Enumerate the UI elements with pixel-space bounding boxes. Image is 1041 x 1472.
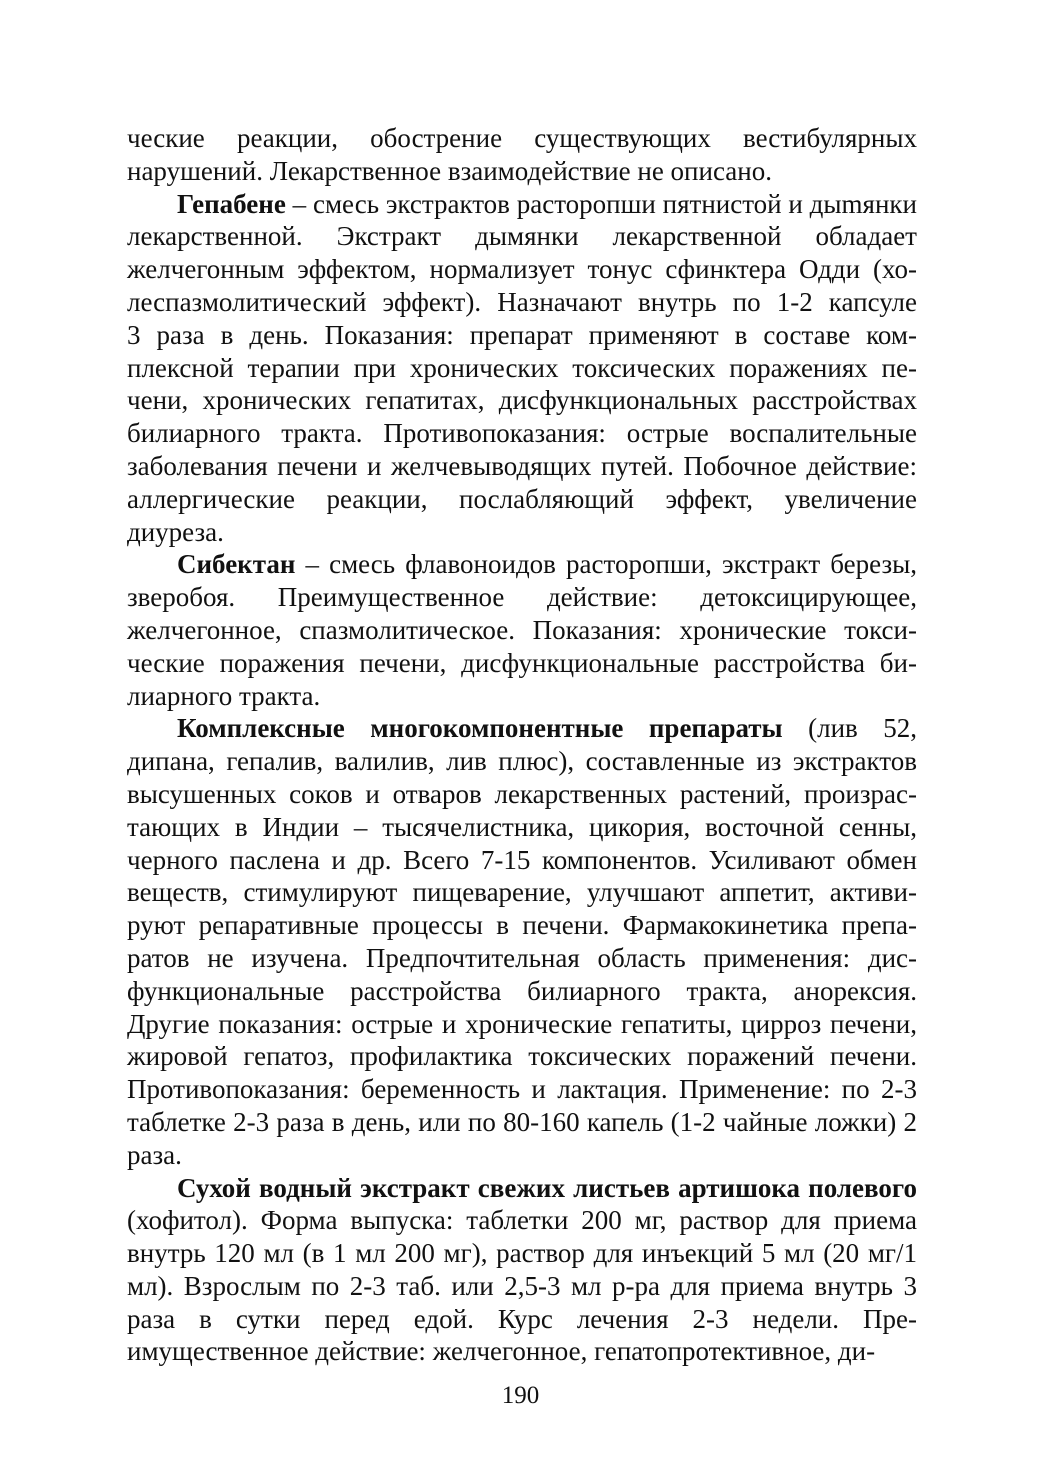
paragraph-text: (лив 52, дипана, гепалив, валилив, лив плюс), составленные из экстрактов высушенных соков и отваров лекарственных растений, произрастающих в Индии – тысячелистника, цикория, восточной сенны, черного паслена и др. Всего 7-15 компонентов. Усиливают обмен веществ, стимулируют пищеварение, улучшают аппетит, активируют репаративные процессы в печени. Фармакокинетика препаратов не изучена. Предпочтительная область применения: дисфункциональные расстройства билиарного тракта, анорексия. Другие показания: острые и хронические гепатиты, цирроз печени, жировой гепатоз, профилактика токсических поражений печени. Противопоказания: беременность и лактация. Применение: по 2-3 таблетке 2-3 раза в день, или по 80-160 капель (1-2 чайные ложки) 2 раза. (127, 713, 917, 1170)
paragraph-text: ческие реакции, обострение существующих вестибулярных нарушений. Лекарственное взаимодействие не описано. (127, 123, 917, 186)
term-heading: Сибектан (177, 549, 296, 580)
paragraph-text: – смесь экстрактов расторопши пятнистой и дыmянки лекарственной. Экстракт дымянки лекарственной обладает желчегонным эффектом, нормализует тонус сфинктера Одди (холеспазмолитический эффект). Назначают внутрь по 1-2 капсуле 3 раза в день. Показания: препарат применяют в составе комплексной терапии при хронических токсических поражениях печени, хронических гепатитах, дисфункциональных расстройствах билиарного тракта. Противопоказания: острые воспалительные заболевания печени и желчевыводящих путей. Побочное действие: аллергические реакции, послабляющий эффект, увеличение диуреза. (127, 188, 917, 547)
term-heading: Комплексные многокомпонентные препараты (177, 713, 783, 744)
page-number: 190 (501, 1382, 540, 1409)
paragraph-sibektan (127, 548, 917, 712)
paragraph-artichoke-extract (127, 1172, 917, 1369)
paragraph-complex-preparations (127, 712, 917, 1171)
page-body (127, 122, 917, 1372)
paragraph-text: (хофитол). Форма выпуска: таблетки 200 мг, раствор для приема внутрь 120 мл (в 1 мл 200 мг), раствор для инъекций 5 мл (20 мг/1 мл). Взрослым по 2-3 таб. или 2,5-3 мл р-ра для приема внутрь 3 раза в сутки перед едой. Курс лечения 2-3 недели. Преимущественное действие: желчегонное, гепатопротективное, ди- (127, 1205, 917, 1367)
term-heading: Сухой водный экстракт свежих листьев артишока полевого (177, 1172, 917, 1203)
paragraph-gepabene (127, 188, 917, 549)
term-heading: Гепабене (177, 188, 286, 219)
paragraph-continuation (127, 122, 917, 188)
paragraph-text: – смесь флавоноидов расторопши, экстракт березы, зверобоя. Преимущественное действие: детоксицирующее, желчегонное, спазмолитическое. Показания: хронические токсические поражения печени, дисфункциональные расстройства билиарного тракта. (127, 549, 917, 711)
